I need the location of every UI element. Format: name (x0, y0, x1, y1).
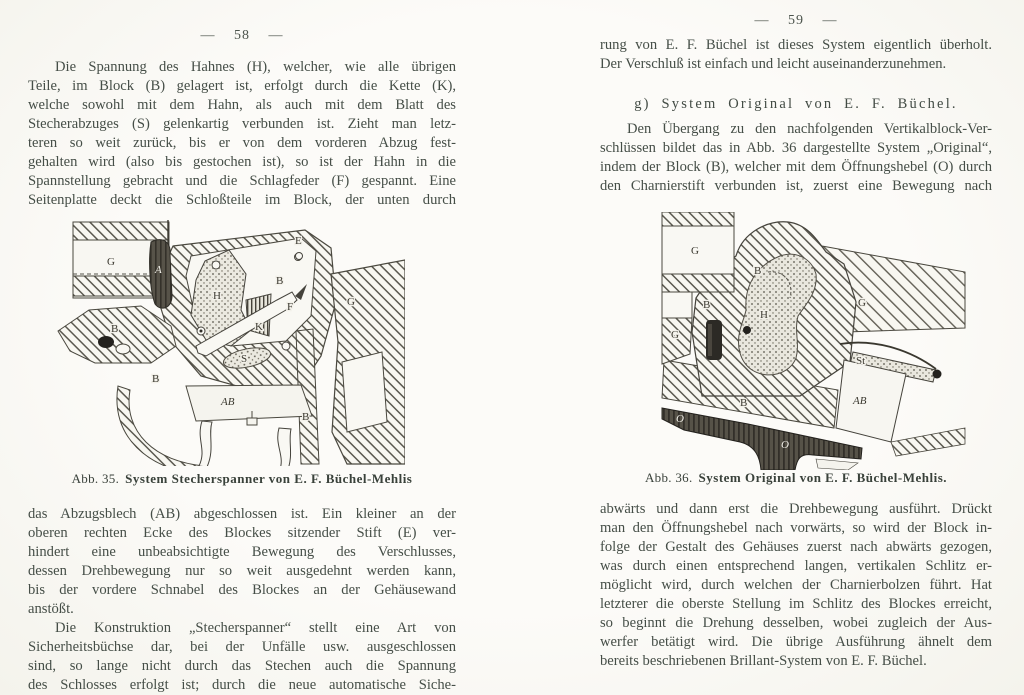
part-label-ab: AB (853, 395, 867, 407)
part-label-b-top: B (754, 265, 762, 277)
part-label-h: H (213, 290, 221, 302)
text-line: letzterer die oberste Stellung im Schlitz des Blockes erreicht, (600, 596, 992, 612)
part-label-b-left: B (703, 299, 711, 311)
left-paragraph-top (28, 58, 456, 210)
text-line: welche sowohl mit dem Hahn, als auch mit dem Blatt des (28, 97, 456, 113)
figure-abb-35 (55, 218, 405, 466)
part-label-s: S (241, 353, 248, 365)
caption-title: System Original von E. F. Büchel-Mehlis. (698, 470, 948, 485)
caption-number: Abb. 35. (71, 471, 120, 486)
text-line: Die Konstruktion „Stecherspanner“ stellt eine Art von (55, 620, 456, 636)
text-line: möglicht wird, durch welchen der Charnierbolzen führt. Hat (600, 577, 992, 593)
part-label-b-lower: B (152, 373, 160, 385)
right-paragraph-mid (600, 120, 992, 196)
part-label-b-plate: B (276, 275, 284, 287)
text-line: so beginnt die Drehung desselben, wobei zugleich der Aus- (600, 615, 992, 631)
text-line: indem der Block (B), welcher mit dem Öffnungshebel (O) durch (600, 159, 992, 175)
left-paragraph-bottom (28, 619, 456, 695)
figure-abb-36 (648, 212, 978, 470)
page-number-right: — 59 — (754, 13, 838, 28)
text-line: dessen Drehbewegung nur so weit ausgedehnt werden kann, (28, 563, 456, 579)
text-line: anstößt. (28, 601, 74, 617)
text-line: werfer betätigt wird. Die übrige Ausführung ähnelt dem (600, 634, 992, 650)
part-label-f: F (287, 301, 294, 313)
part-label-b-forearm: B (111, 323, 119, 335)
part-label-g-barrel: G (107, 256, 115, 268)
part-label-a: A (155, 264, 162, 276)
text-line: man den Öffnungshebel nach vorwärts, so wird der Block in- (600, 520, 992, 536)
text-line: Der Verschluß ist einfach und leicht auseinanderzunehmen. (600, 56, 947, 72)
section-heading: g) System Original von E. F. Büchel. (634, 96, 958, 112)
text-line: Sicherheitsbüchse dar, bei der Unfälle usw. ausgeschlossen (28, 639, 456, 655)
text-line: hindert eine unbeabsichtigte Bewegung des Verschlusses, (28, 544, 456, 560)
text-line: gehalten wird (also bis gestochen ist), so ist der Hahn in die (28, 154, 456, 170)
part-label-g-stock: G (858, 297, 866, 309)
text-line: was durch einen entsprechend langen, vertikalen Schlitz er- (600, 558, 992, 574)
text-line: den Charnierstift verbunden ist, zuerst eine Bewegung nach (600, 178, 992, 194)
text-line: folge der Gestalt des Gehäuses zuerst nach abwärts gezogen, (600, 539, 992, 555)
right-page (600, 0, 992, 695)
left-paragraph-mid (28, 505, 456, 619)
right-paragraph-top (600, 36, 992, 74)
text-line: Stecherabzuges (S) gelenkartig verbunden ist. Zieht man letz- (28, 116, 456, 132)
text-line: abwärts und dann erst die Drehbewegung ausführt. Drückt (600, 501, 992, 517)
text-line: Spannstellung gebracht und die Schlagfeder (F) gespannt. Eine (28, 173, 456, 189)
text-line: Teile, im Block (B) gelagert ist, erfolgt durch die Kette (K), (28, 78, 456, 94)
text-line: des Schlosses erfolgt ist; durch die neue automatische Siche- (28, 677, 456, 693)
text-line: oberen rechten Ecke des Blockes sitzender Stift (E) ver- (28, 525, 456, 541)
text-line: Den Übergang zu den nachfolgenden Vertikalblock-Ver- (627, 121, 992, 137)
caption-title: System Stecherspanner von E. F. Büchel-Mehlis (125, 471, 413, 486)
text-line: teren so weit zurück, bis er von dem vorderen Abzug fest- (28, 135, 456, 151)
text-line: sind, so lange nicht durch das Stechen auch die Spannung (28, 658, 456, 674)
figure-caption-abb-36 (600, 470, 992, 486)
part-label-b-strip: B (302, 411, 310, 423)
text-line: das Abzugsblech (AB) abgeschlossen ist. Ein kleiner an der (28, 506, 456, 522)
text-line: bis der vordere Schnabel des Blockes an der Gehäusewand (28, 582, 456, 598)
part-label-g-left: G (671, 329, 679, 341)
text-line: rung von E. F. Büchel ist dieses System eigentlich überholt. (600, 37, 992, 53)
part-label-g-stock: G (347, 296, 355, 308)
page-number-left: — 58 — (200, 28, 284, 43)
text-line: bereits beschriebenen Brillant-System von E. F. Büchel. (600, 653, 927, 669)
figure-caption-abb-35 (28, 471, 456, 487)
part-label-e: E (295, 235, 302, 247)
part-label-st: St (856, 355, 866, 367)
text-line: Seitenplatte deckt die Schloßteile im Block, der unten durch (28, 192, 456, 208)
part-label-h: H (760, 309, 768, 321)
left-page (28, 0, 456, 695)
part-label-k: K (255, 321, 263, 333)
right-paragraph-bottom (600, 500, 992, 671)
text-line: schlüssen bildet das in Abb. 36 dargestellte System „Original“, (600, 140, 992, 156)
part-label-ab: AB (221, 396, 235, 408)
caption-number: Abb. 36. (644, 470, 693, 485)
part-label-g-barrel: G (691, 245, 699, 257)
text-line: Die Spannung des Hahnes (H), welcher, wie alle übrigen (55, 59, 456, 75)
part-label-o-small: O (676, 413, 684, 425)
part-label-o: O (781, 439, 789, 451)
part-label-b-mid: B (740, 397, 748, 409)
